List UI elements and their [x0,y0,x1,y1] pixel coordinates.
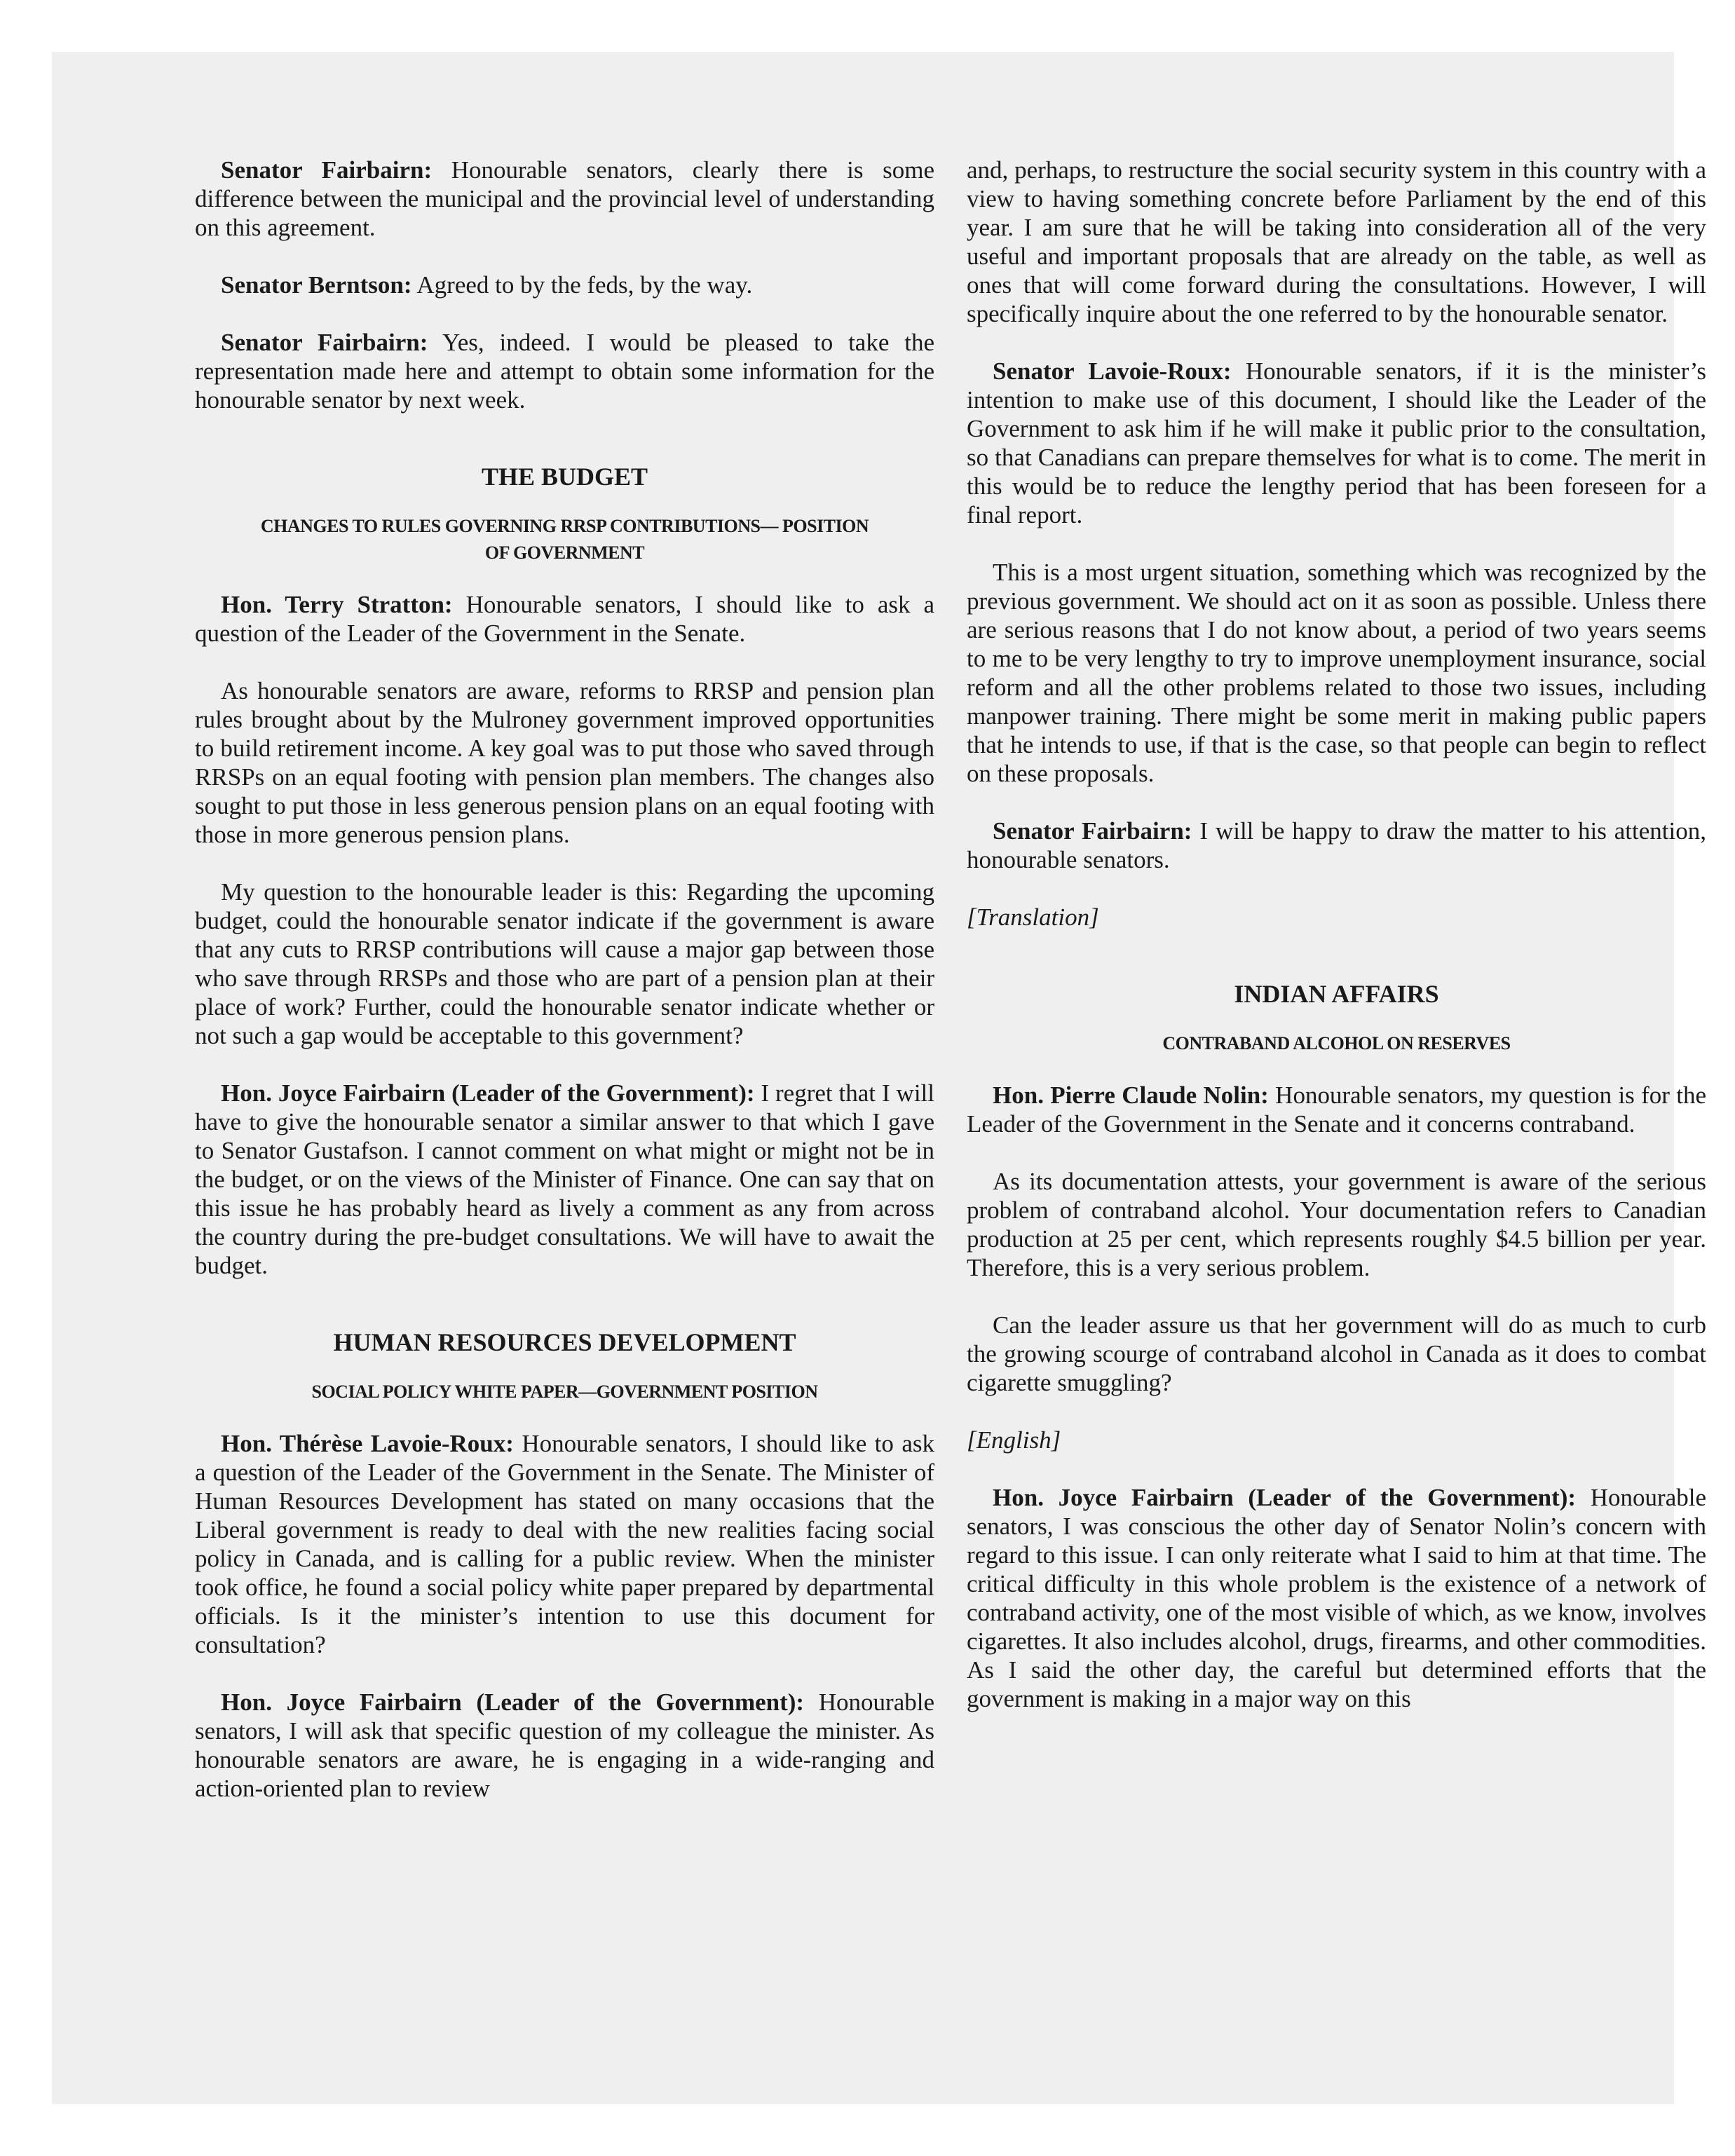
speaker-name: Hon. Terry Stratton: [221,591,453,618]
speaker-name: Hon. Pierre Claude Nolin: [993,1082,1269,1109]
paragraph-text: I regret that I will have to give the honourable senator a similar answer to that which I gave to Senator Gustafson. I cannot comment on what might or might not be in the budget, or on the views of the Minister of Finance. One can say that on this issue he has probably heard as lively a comment as any from across the country during the pre-budget consultations. We will have to await the budget. [195,1079,934,1279]
paragraph [195,590,934,648]
paragraph [195,1429,934,1659]
speaker-name: Hon. Joyce Fairbairn (Leader of the Government): [221,1688,805,1716]
paragraph-text: Honourable senators, I was conscious the other day of Senator Nolin’s concern with regard to this issue. I can only reiterate what I said to him at that time. The critical difficulty in this whole problem is the existence of a network of contraband activity, one of the most visible of which, as we know, involves cigarettes. It also includes alcohol, drugs, firearms, and other commodities. As I said the other day, the careful but determined efforts that the government is making in a major way on this [967,1484,1706,1712]
paragraph-text: Honourable senators, clearly there is some difference between the municipal and the provincial level of understanding on this agreement. [195,156,934,241]
paragraph: As honourable senators are aware, reforms to RRSP and pension plan rules brought about by the Mulroney government improved opportunities to build retirement income. A key goal was to put those who saved through RRSPs on an equal footing with pension plan members. The changes also sought to put those in less generous pension plans on an equal footing with those in more generous pension plans. [195,677,934,848]
paragraph [195,328,934,414]
paragraph: Can the leader assure us that her government will do as much to curb the growing scourge of contraband alcohol in Canada as it does to combat cigarette smuggling? [967,1311,1706,1396]
paragraph [195,1688,934,1803]
speaker-name: Senator Fairbairn: [993,817,1192,845]
section-subheading: SOCIAL POLICY WHITE PAPER—GOVERNMENT POSITION [311,1381,818,1402]
document-page [52,52,1707,2104]
paragraph [195,1079,934,1280]
speaker-name: Senator Fairbairn: [221,156,433,184]
section-subheading: CHANGES TO RULES GOVERNING RRSP CONTRIBUTIONS— POSITION OF GOVERNMENT [260,516,869,563]
language-flag: [English] [967,1426,1061,1454]
paragraph-text: Honourable senators, if it is the minister’s intention to make use of this document, I should like the Leader of the Government to ask him if he will make it public prior to the consultation, so that Canadians can prepare themselves for what is to come. The merit in this would be to reduce the lengthy period that has been foreseen for a final report. [967,357,1706,528]
language-flag: [Translation] [967,903,1099,931]
paragraph-text: Honourable senators, my question is for the Leader of the Government in the Senate and it concerns contraband. [967,1082,1707,1138]
paragraph-text: Yes, indeed. I would be pleased to take the representation made here and attempt to obtain some information for the honourable senator by next week. [195,329,934,414]
left-column [195,156,934,1831]
paragraph-text: I will be happy to draw the matter to his attention, honourable senators. [967,817,1706,873]
paragraph: and, perhaps, to restructure the social security system in this country with a view to having something concrete before Parliament by the end of this year. I am sure that he will be taking into consideration all of the very useful and important proposals that are already on the table, as well as ones that will come forward during the consultations. However, I will specifically inquire about the one referred to by the honourable senator. [967,156,1706,327]
paragraph-text: Honourable senators, I will ask that specific question of my colleague the minister. As honourable senators are aware, he is engaging in a wide-ranging and action-oriented plan to review [195,1688,934,1802]
paragraph-text: Honourable senators, I should like to ask a question of the Leader of the Government in the Senate. [195,591,934,647]
paragraph [967,1483,1706,1713]
paragraph: My question to the honourable leader is this: Regarding the upcoming budget, could the honourable senator indicate if the government is aware that any cuts to RRSP contributions will cause a major gap between those who save through RRSPs and those who are part of a pension plan at their place of work? Further, could the honourable senator indicate whether or not such a gap would be acceptable to this government? [195,878,934,1049]
speaker-name: Senator Berntson: [221,271,412,299]
speaker-name: Hon. Thérèse Lavoie-Roux: [221,1430,514,1457]
paragraph [967,817,1706,874]
paragraph [195,271,934,299]
section-heading: HUMAN RESOURCES DEVELOPMENT [333,1328,796,1356]
paragraph: As its documentation attests, your government is aware of the serious problem of contraband alcohol. Your documentation refers to Canadian production at 25 per cent, which represents roughly $4.5 billion per year. Therefore, this is a very serious problem. [967,1168,1706,1281]
paragraph-text: Agreed to by the feds, by the way. [411,271,753,299]
speaker-name: Senator Lavoie-Roux: [993,357,1232,385]
section-heading: INDIAN AFFAIRS [1234,980,1439,1008]
speaker-name: Senator Fairbairn: [221,329,428,356]
paragraph [967,1081,1706,1138]
section-subheading: CONTRABAND ALCOHOL ON RESERVES [1162,1033,1511,1053]
speaker-name: Hon. Joyce Fairbairn (Leader of the Government): [221,1079,755,1107]
paragraph-text: Honourable senators, I should like to ask a question of the Leader of the Government in the Senate. The Minister of Human Resources Development has stated on many occasions that the Liberal government is ready to deal with the new realities facing social policy in Canada, and is calling for a public review. When the minister took office, he found a social policy white paper prepared by departmental officials. Is it the minister’s intention to use this document for consultation? [195,1430,934,1658]
paragraph [967,357,1706,529]
paragraph [195,156,934,242]
speaker-name: Hon. Joyce Fairbairn (Leader of the Government): [993,1484,1577,1511]
paragraph: This is a most urgent situation, something which was recognized by the previous government. We should act on it as soon as possible. Unless there are serious reasons that I do not know about, a period of two years seems to me to be very lengthy to try to improve unemployment insurance, social reform and all the other problems related to those two issues, including manpower training. There might be some merit in making public papers that he intends to use, if that is the case, so that people can begin to reflect on these proposals. [967,559,1706,787]
right-column [967,156,1706,1742]
section-heading: THE BUDGET [481,463,648,491]
